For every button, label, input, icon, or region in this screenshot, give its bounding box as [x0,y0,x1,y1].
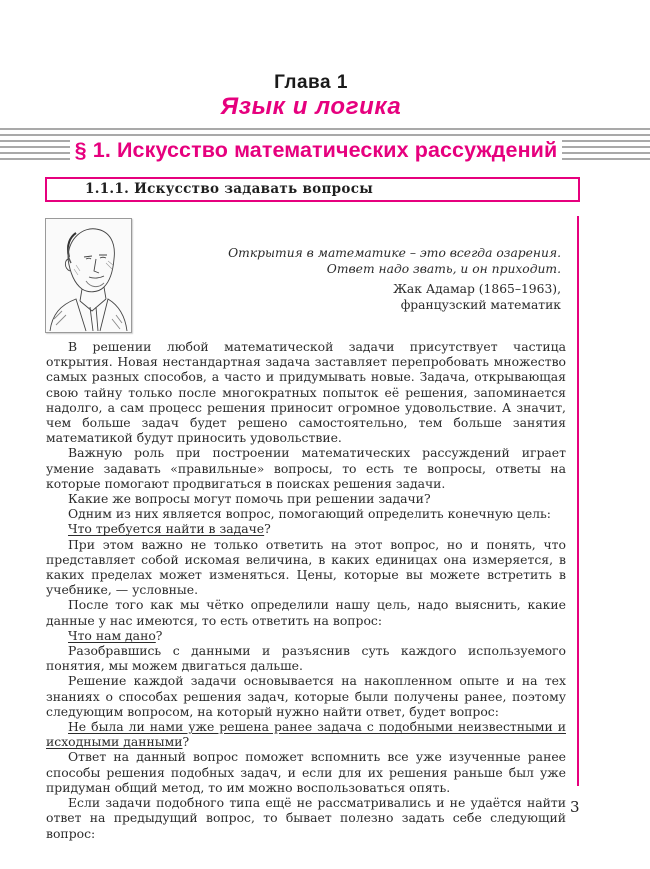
chapter-title: Язык и логика [220,93,402,120]
page-number: 3 [570,798,580,816]
key-question [46,719,566,749]
epigraph [228,245,561,313]
key-question-text: Что требуется найти в задаче [68,521,265,537]
epigraph-quote-line: Открытия в математике – это всегда озарения. [228,246,561,260]
key-question-text: Что нам дано [68,627,156,643]
epigraph-author-description: французский математик [400,298,561,312]
key-question [46,628,566,643]
margin-rule [577,216,579,786]
paragraph: Решение каждой задачи основывается на накопленном опыте и на тех знаниях о способах решения задач, которые были получены ранее, поэтому следующим вопросом, на который нужно найти ответ, будет вопрос: [46,673,566,719]
paragraph: Какие же вопросы могут помочь при решении задачи? [68,491,431,507]
paragraph: При этом важно не только ответить на этот вопрос, но и понять, что представляет собой искомая величина, в каких единицах она измеряется, в каких пределах может изменяться. Цены, которые вы можете встретить в учебнике, — условные. [46,536,566,598]
epigraph-author: Жак Адамар (1865–1963), [393,282,561,296]
body-text [46,339,566,841]
subsection-title: 1.1.1. Искусство задавать вопросы [85,181,374,197]
paragraph: После того как мы чётко определили нашу цель, надо выяснить, какие данные у нас имеются, то есть ответить на вопрос: [46,597,566,628]
stripe-line [0,128,650,130]
chapter-label: Глава 1 [274,72,348,93]
key-question-text: Не была ли нами уже решена ранее задача с подобными неизвестными и исходными данными [46,719,566,750]
section-heading: § 1. Искусство математических рассуждений [70,136,562,164]
question-mark: ? [155,627,163,643]
key-question [46,521,566,536]
portrait-image [45,218,132,333]
paragraph: Если задачи подобного типа ещё не рассматривались и не удаётся найти ответ на предыдущий вопрос, то бывает полезно задать себе следующий вопрос: [46,795,566,841]
portrait-sketch-icon [46,219,131,332]
epigraph-quote-line: Ответ надо звать, и он приходит. [326,262,561,276]
question-mark: ? [182,734,190,750]
paragraph: Важную роль при построении математических рассуждений играет умение задавать «правильные» вопросы, то есть те вопросы, ответы на которые помогают продвигаться в поисках решения задачи. [46,445,566,491]
paragraph: Разобравшись с данными и разъяснив суть каждого используемого понятия, мы можем двигаться дальше. [46,643,566,674]
paragraph: Одним из них является вопрос, помогающий определить конечную цель: [68,506,551,522]
paragraph: Ответ на данный вопрос поможет вспомнить все уже изученные ранее способы решения подобных задач, и если для их решения раньше был уже придуман общий метод, то им можно воспользоваться опять. [46,749,566,795]
question-mark: ? [264,521,271,537]
subsection-header-box [45,177,580,202]
paragraph: В решении любой математической задачи присутствует частица открытия. Новая нестандартная задача заставляет перепробовать множество самых разных способов, а часто и придумывать новые. Задача, открывающая свою тайну только после многократных попыток её решения, запоминается надолго, а сам процесс решения приносит огромное удовольствие. А значит, чем больше задач будет решено самостоятельно, тем больше занятия математикой будут приносить удовольствие. [46,339,566,446]
